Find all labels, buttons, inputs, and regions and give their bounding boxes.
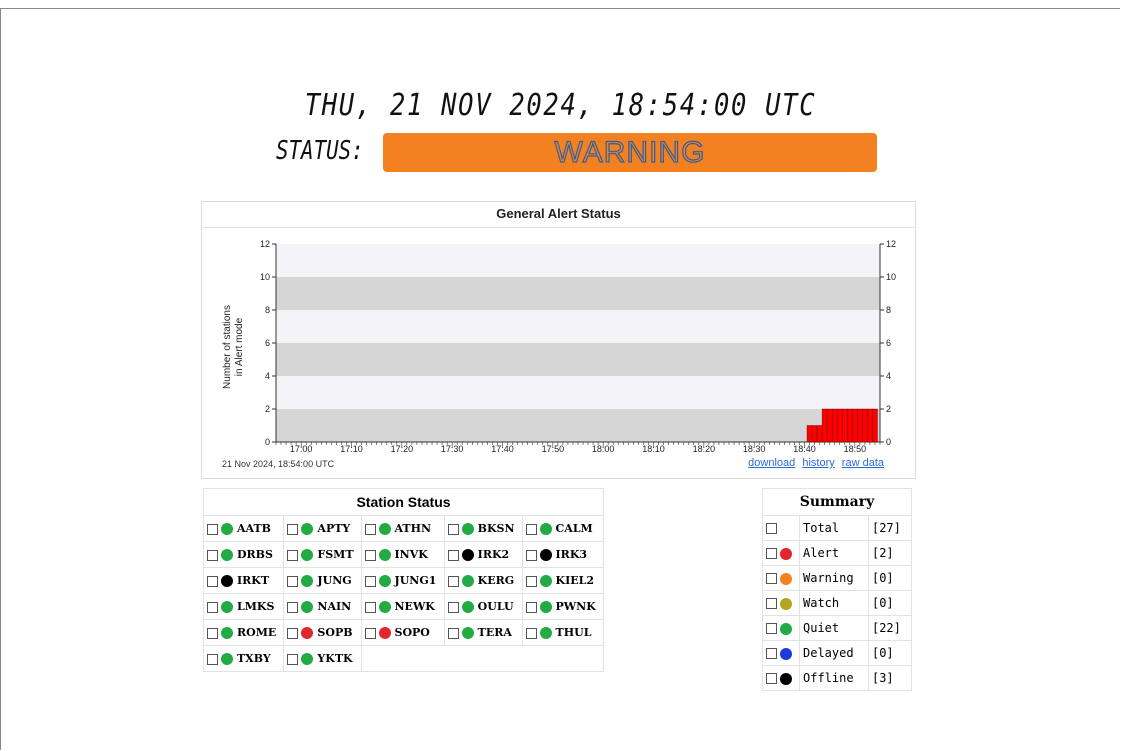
chart-timestamp: 21 Nov 2024, 18:54:00 UTC xyxy=(222,459,335,469)
x-tick-label: 18:30 xyxy=(742,444,766,454)
station-cell xyxy=(361,568,444,594)
station-checkbox[interactable] xyxy=(365,550,376,561)
station-status-dot-icon xyxy=(221,523,233,535)
station-cell xyxy=(444,594,522,620)
station-name: JUNG1 xyxy=(394,574,437,587)
station-checkbox[interactable] xyxy=(526,550,537,561)
station-cell xyxy=(361,516,444,542)
summary-status-dot-icon xyxy=(780,648,792,660)
y-axis-label-line2: in Alert mode xyxy=(234,317,245,377)
y-tick-label-right: 2 xyxy=(886,404,892,414)
summary-label: Warning xyxy=(800,566,869,591)
station-checkbox[interactable] xyxy=(287,524,298,535)
summary-status-dot-icon xyxy=(780,623,792,635)
summary-count: [3] xyxy=(868,666,911,691)
station-checkbox[interactable] xyxy=(448,576,459,587)
station-status-dot-icon xyxy=(301,601,313,613)
station-status-dot-icon xyxy=(301,575,313,587)
x-tick-label: 17:30 xyxy=(440,444,464,454)
station-status-dot-icon xyxy=(221,653,233,665)
alert-chart xyxy=(202,202,915,478)
summary-select-cell xyxy=(763,541,800,566)
station-name: SOPO xyxy=(394,626,430,639)
alert-bar xyxy=(847,409,852,442)
station-name: NAIN xyxy=(317,600,352,613)
station-name: APTY xyxy=(317,522,351,535)
station-cell xyxy=(522,620,603,646)
station-row xyxy=(204,594,604,620)
station-name: CALM xyxy=(555,522,593,535)
summary-select-cell xyxy=(763,666,800,691)
station-name: AATB xyxy=(237,522,271,535)
station-status-dot-icon xyxy=(221,627,233,639)
station-cell xyxy=(361,620,444,646)
y-tick-label-left: 0 xyxy=(264,437,270,447)
download-link[interactable]: download xyxy=(748,457,796,469)
station-name: BKSN xyxy=(477,522,515,535)
x-tick-label: 17:10 xyxy=(340,444,363,454)
station-row xyxy=(204,568,604,594)
summary-label: Watch xyxy=(800,591,869,616)
grid-band xyxy=(276,409,880,442)
summary-count: [22] xyxy=(868,616,911,641)
station-status-dot-icon xyxy=(462,575,474,587)
station-cell xyxy=(444,542,522,568)
station-name: SOPB xyxy=(317,626,353,639)
station-status-dot-icon xyxy=(379,549,391,561)
station-name: DRBS xyxy=(237,548,273,561)
raw-data-link[interactable]: raw data xyxy=(841,457,884,469)
station-name: NEWK xyxy=(394,600,435,613)
station-cell xyxy=(284,542,361,568)
station-checkbox[interactable] xyxy=(207,628,218,639)
alert-bar xyxy=(872,409,877,442)
station-cell xyxy=(284,516,361,542)
y-tick-label-left: 12 xyxy=(259,239,270,249)
summary-checkbox[interactable] xyxy=(766,648,777,659)
alert-bar xyxy=(812,426,817,443)
station-name: JUNG xyxy=(317,574,352,587)
station-status-dot-icon xyxy=(379,523,391,535)
alert-bar xyxy=(842,409,847,442)
station-status-dot-icon xyxy=(221,575,233,587)
summary-count: [0] xyxy=(868,591,911,616)
station-cell xyxy=(522,568,603,594)
grid-band xyxy=(276,343,880,376)
alert-bar xyxy=(822,409,827,442)
station-status-dot-icon xyxy=(462,601,474,613)
x-tick-label: 17:20 xyxy=(390,444,414,454)
summary-status-dot-icon xyxy=(780,673,792,685)
station-row xyxy=(204,646,604,672)
x-tick-label: 18:50 xyxy=(843,444,867,454)
station-cell xyxy=(284,620,361,646)
grid-band xyxy=(276,376,880,409)
station-checkbox[interactable] xyxy=(365,602,376,613)
alert-bar xyxy=(832,409,837,442)
station-status-dot-icon xyxy=(301,523,313,535)
station-cell xyxy=(204,568,284,594)
summary-row xyxy=(763,516,912,541)
station-cell xyxy=(361,594,444,620)
summary-table xyxy=(762,488,912,691)
station-cell xyxy=(284,594,361,620)
station-status-dot-icon xyxy=(540,627,552,639)
station-cell xyxy=(284,646,361,672)
station-name: FSMT xyxy=(317,548,354,561)
grid-band xyxy=(276,277,880,310)
station-name: THUL xyxy=(555,626,592,639)
current-datetime: THU, 21 NOV 2024, 18:54:00 UTC xyxy=(304,88,817,123)
station-checkbox[interactable] xyxy=(207,654,218,665)
station-name: IRK3 xyxy=(555,548,588,561)
alert-bar xyxy=(857,409,862,442)
status-label: STATUS: xyxy=(276,136,364,166)
station-checkbox[interactable] xyxy=(448,602,459,613)
summary-row xyxy=(763,616,912,641)
station-name: KIEL2 xyxy=(555,574,595,587)
alert-bar xyxy=(867,409,872,442)
summary-checkbox[interactable] xyxy=(766,598,777,609)
station-status-dot-icon xyxy=(540,523,552,535)
general-alert-status-panel xyxy=(201,201,916,479)
station-cell xyxy=(522,516,603,542)
alert-bar xyxy=(817,426,822,443)
summary-select-cell xyxy=(763,516,800,541)
summary-count: [0] xyxy=(868,641,911,666)
station-cell xyxy=(444,516,522,542)
station-checkbox[interactable] xyxy=(365,524,376,535)
x-tick-label: 18:20 xyxy=(692,444,716,454)
station-status-dot-icon xyxy=(221,601,233,613)
summary-label: Quiet xyxy=(800,616,869,641)
summary-label: Total xyxy=(800,516,869,541)
station-cell xyxy=(204,620,284,646)
station-checkbox[interactable] xyxy=(287,576,298,587)
station-status-table xyxy=(203,488,604,672)
station-cell xyxy=(284,568,361,594)
station-name: IRK2 xyxy=(477,548,510,561)
summary-checkbox[interactable] xyxy=(766,623,777,634)
y-tick-label-right: 10 xyxy=(886,272,897,282)
summary-count: [0] xyxy=(868,566,911,591)
summary-row xyxy=(763,566,912,591)
summary-select-cell xyxy=(763,591,800,616)
alert-bar xyxy=(837,409,842,442)
summary-count: [27] xyxy=(868,516,911,541)
summary-row xyxy=(763,666,912,691)
alert-bar xyxy=(827,409,832,442)
station-cell xyxy=(444,620,522,646)
station-checkbox[interactable] xyxy=(526,628,537,639)
alert-bar xyxy=(807,426,812,443)
station-name: LMKS xyxy=(237,600,275,613)
station-status-dot-icon xyxy=(301,549,313,561)
station-cell xyxy=(204,646,284,672)
y-axis-label-line1: Number of stations xyxy=(222,305,233,389)
summary-label: Delayed xyxy=(800,641,869,666)
y-tick-label-right: 8 xyxy=(886,305,892,315)
summary-status-dot-icon xyxy=(780,548,792,560)
station-name: TXBY xyxy=(237,652,271,665)
station-cell xyxy=(522,594,603,620)
summary-status-dot-icon xyxy=(780,573,792,585)
y-tick-label-left: 4 xyxy=(264,371,270,381)
station-status-dot-icon xyxy=(540,549,552,561)
summary-checkbox[interactable] xyxy=(766,673,777,684)
summary-select-cell xyxy=(763,616,800,641)
station-status-dot-icon xyxy=(462,627,474,639)
history-link[interactable]: history xyxy=(802,457,835,469)
y-tick-label-right: 0 xyxy=(886,437,892,447)
station-checkbox[interactable] xyxy=(526,602,537,613)
station-status-dot-icon xyxy=(301,653,313,665)
station-status-dot-icon xyxy=(540,575,552,587)
x-tick-label: 17:40 xyxy=(491,444,514,454)
summary-label: Alert xyxy=(800,541,869,566)
summary-status-dot-icon xyxy=(780,598,792,610)
station-checkbox[interactable] xyxy=(448,628,459,639)
station-cell xyxy=(522,542,603,568)
station-name: TERA xyxy=(477,626,512,639)
station-checkbox[interactable] xyxy=(207,576,218,587)
station-checkbox[interactable] xyxy=(287,628,298,639)
station-row xyxy=(204,516,604,542)
y-tick-label-left: 2 xyxy=(264,404,270,414)
station-name: PWNK xyxy=(555,600,596,613)
station-status-dot-icon xyxy=(462,523,474,535)
station-name: OULU xyxy=(477,600,514,613)
station-name: YKTK xyxy=(317,652,353,665)
y-tick-label-right: 12 xyxy=(886,239,897,249)
y-tick-label-left: 10 xyxy=(259,272,270,282)
chart-links xyxy=(744,457,884,469)
station-cell xyxy=(361,542,444,568)
summary-row xyxy=(763,591,912,616)
station-cell xyxy=(204,594,284,620)
station-status-dot-icon xyxy=(379,601,391,613)
station-cell xyxy=(204,516,284,542)
station-name: KERG xyxy=(477,574,515,587)
grid-band xyxy=(276,310,880,343)
station-status-dot-icon xyxy=(301,627,313,639)
summary-select-cell xyxy=(763,641,800,666)
alert-bar xyxy=(852,409,857,442)
chart-y-axis-label xyxy=(222,292,246,402)
station-checkbox[interactable] xyxy=(287,550,298,561)
station-checkbox[interactable] xyxy=(207,602,218,613)
summary-checkbox[interactable] xyxy=(766,548,777,559)
summary-count: [2] xyxy=(868,541,911,566)
y-tick-label-left: 6 xyxy=(264,338,270,348)
station-status-dot-icon xyxy=(221,549,233,561)
empty-cell xyxy=(361,646,604,672)
y-tick-label-left: 8 xyxy=(264,305,270,315)
station-cell xyxy=(444,568,522,594)
station-checkbox[interactable] xyxy=(526,576,537,587)
station-checkbox[interactable] xyxy=(526,524,537,535)
summary-title: Summary xyxy=(763,489,912,516)
station-status-dot-icon xyxy=(462,549,474,561)
summary-row xyxy=(763,641,912,666)
summary-select-cell xyxy=(763,566,800,591)
summary-row xyxy=(763,541,912,566)
x-tick-label: 18:40 xyxy=(793,444,816,454)
station-cell xyxy=(204,542,284,568)
summary-label: Offline xyxy=(800,666,869,691)
y-tick-label-right: 6 xyxy=(886,338,892,348)
station-name: ATHN xyxy=(394,522,432,535)
y-tick-label-right: 4 xyxy=(886,371,892,381)
status-banner xyxy=(383,133,877,172)
station-checkbox[interactable] xyxy=(448,550,459,561)
x-tick-label: 17:50 xyxy=(541,444,565,454)
status-value: WARNING xyxy=(554,136,706,169)
station-checkbox[interactable] xyxy=(448,524,459,535)
summary-checkbox[interactable] xyxy=(766,523,777,534)
station-checkbox[interactable] xyxy=(287,602,298,613)
x-tick-label: 17:00 xyxy=(289,444,313,454)
station-checkbox[interactable] xyxy=(207,550,218,561)
station-name: IRKT xyxy=(237,574,270,587)
alert-bar xyxy=(862,409,867,442)
station-row xyxy=(204,542,604,568)
station-status-title: Station Status xyxy=(204,489,604,516)
station-checkbox[interactable] xyxy=(207,524,218,535)
station-name: ROME xyxy=(237,626,277,639)
station-checkbox[interactable] xyxy=(287,654,298,665)
station-checkbox[interactable] xyxy=(365,576,376,587)
grid-band xyxy=(276,244,880,277)
station-status-dot-icon xyxy=(540,601,552,613)
station-status-dot-icon xyxy=(379,627,391,639)
chart-title: General Alert Status xyxy=(496,206,621,221)
summary-checkbox[interactable] xyxy=(766,573,777,584)
station-name: INVK xyxy=(394,548,428,561)
x-tick-label: 18:10 xyxy=(642,444,665,454)
station-status-dot-icon xyxy=(379,575,391,587)
station-checkbox[interactable] xyxy=(365,628,376,639)
x-tick-label: 18:00 xyxy=(591,444,615,454)
station-row xyxy=(204,620,604,646)
